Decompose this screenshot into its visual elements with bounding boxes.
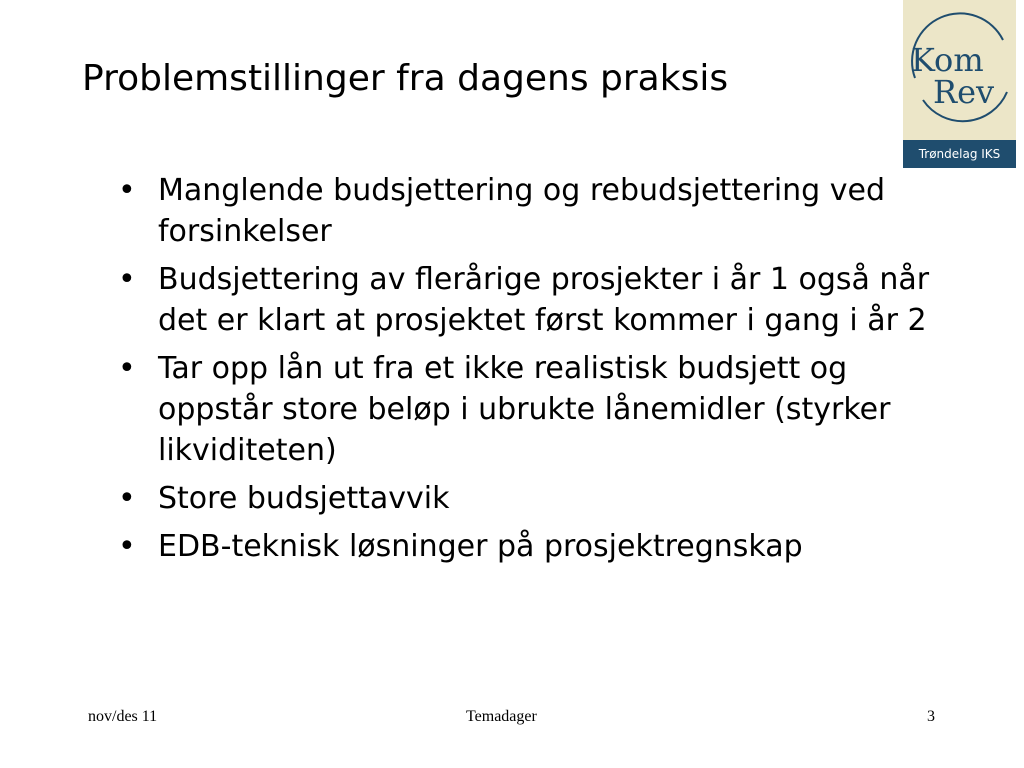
bullet-item <box>118 478 938 519</box>
page-number: 3 <box>927 708 935 725</box>
slide-title: Problemstillinger fra dagens praksis <box>82 58 729 99</box>
komrev-logo <box>903 0 1016 168</box>
bullet-item <box>118 170 938 252</box>
bullet-item <box>118 526 938 567</box>
logo-rev-text: Rev <box>933 73 995 111</box>
footer-title: Temadager <box>466 708 537 725</box>
bullet-text: Manglende budsjettering og rebudsjettering ved forsinkelser <box>158 173 886 249</box>
bullet-marker-icon: • <box>118 481 136 516</box>
bullet-item <box>118 259 938 341</box>
bullet-text: Store budsjettavvik <box>158 481 450 516</box>
bullet-marker-icon: • <box>118 173 136 208</box>
bullet-text: Tar opp lån ut fra et ikke realistisk budsjett og oppstår store beløp i ubrukte lånemidler (styrker likviditeten) <box>158 351 891 468</box>
logo-kom-text: Kom <box>911 41 984 79</box>
bullet-list <box>118 170 938 574</box>
footer-date: nov/des 11 <box>88 708 158 725</box>
bullet-item <box>118 348 938 471</box>
logo-band: Trøndelag IKS <box>903 140 1016 168</box>
bullet-marker-icon: • <box>118 262 136 297</box>
bullet-text: Budsjettering av flerårige prosjekter i år 1 også når det er klart at prosjektet først kommer i gang i år 2 <box>158 262 930 338</box>
bullet-text: EDB-teknisk løsninger på prosjektregnskap <box>158 529 803 564</box>
bullet-marker-icon: • <box>118 351 136 386</box>
bullet-marker-icon: • <box>118 529 136 564</box>
